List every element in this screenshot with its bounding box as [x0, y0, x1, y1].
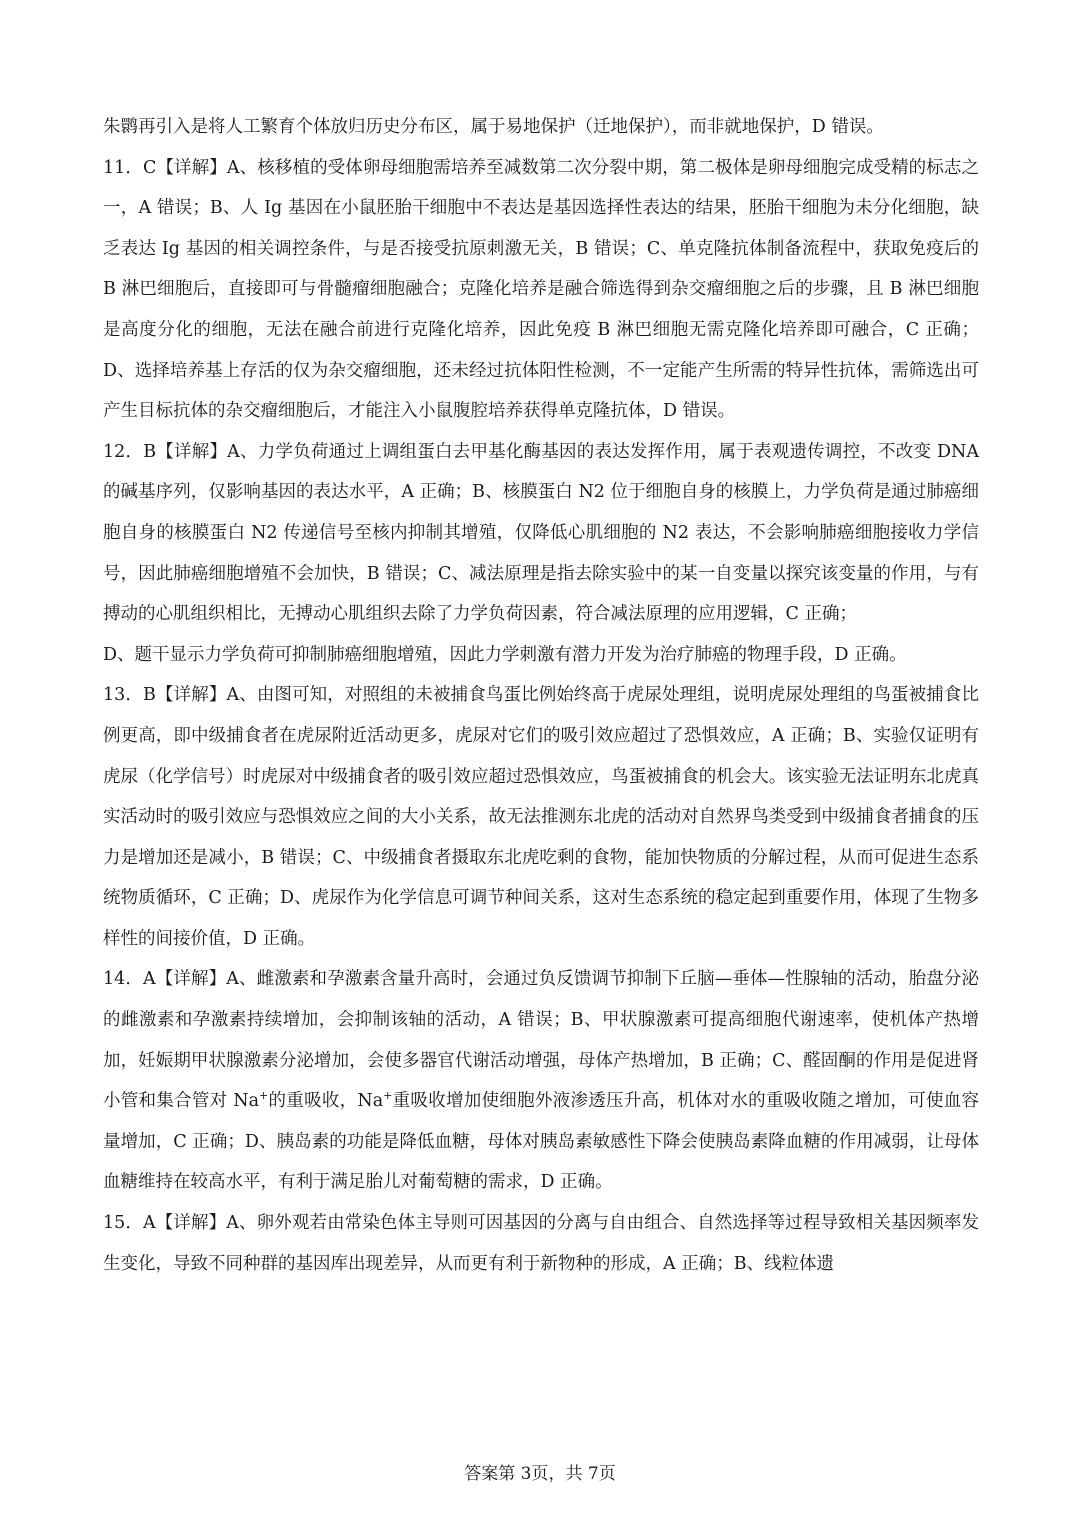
- answer-11: 11．C【详解】A、核移植的受体卵母细胞需培养至减数第二次分裂中期，第二极体是卵母细胞完成受精的标志之一，A 错误；B、人 Ig 基因在小鼠胚胎干细胞中不表达是基因选择性表达的结果，胚胎干细胞为未分化细胞，缺乏表达 Ig 基因的相关调控条件，与是否接受抗原刺激无关，B 错误；C、单克隆抗体制备流程中，获取免疫后的 B 淋巴细胞后，直接即可与骨髓瘤细胞融合；克隆化培养是融合筛选得到杂交瘤细胞之后的步骤，且 B 淋巴细胞是高度分化的细胞，无法在融合前进行克隆化培养，因此免疫 B 淋巴细胞无需克隆化培养即可融合，C 正确；D、选择培养基上存活的仅为杂交瘤细胞，还未经过抗体阳性检测，不一定能产生所需的特异性抗体，需筛选出可产生目标抗体的杂交瘤细胞后，才能注入小鼠腹腔培养获得单克隆抗体，D 错误。: [103, 157, 979, 422]
- answer-14-text-a: 14．A【详解】A、雌激素和孕激素含量升高时，会通过负反馈调节抑制下丘脑—垂体—性腺轴的活动，胎盘分泌的雌激素和孕激素持续增加，会抑制该轴的活动，A 错误；B、甲状腺激素可提高细胞代谢速率，使机体产热增加，妊娠期甲状腺激素分泌增加，会使多器官代谢活动增强，母体产热增加，B 正确；C、醛固酮的作用是促进肾小管和集合管对 Na: [103, 969, 979, 1112]
- answer-15: 15．A【详解】A、卵外观若由常染色体主导则可因基因的分离与自由组合、自然选择等过程导致相关基因频率发生变化，导致不同种群的基因库出现差异，从而更有利于新物种的形成，A 正确；B、线粒体遗: [103, 1213, 979, 1274]
- answer-14-text-b: 的重吸收，Na: [268, 1091, 384, 1112]
- paragraph-continuation: 朱鹮再引入是将人工繁育个体放归历史分布区，属于易地保护（迁地保护），而非就地保护，D 错误。: [103, 117, 884, 137]
- answer-12: 12．B【详解】A、力学负荷通过上调组蛋白去甲基化酶基因的表达发挥作用，属于表观遗传调控，不改变 DNA 的碱基序列，仅影响基因的表达水平，A 正确；B、核膜蛋白 N2 位于细胞自身的核膜上，力学负荷是通过肺癌细胞自身的核膜蛋白 N2 传递信号至核内抑制其增殖，仅降低心肌细胞的 N2 表达，不会影响肺癌细胞接收力学信号，因此肺癌细胞增殖不会加快，B 错误；C、减法原理是指去除实验中的某一自变量以探究该变量的作用，与有搏动的心肌组织相比，无搏动心肌组织去除了力学负荷因素，符合减法原理的应用逻辑，C 正确；: [103, 441, 979, 625]
- answer-13: 13．B【详解】A、由图可知，对照组的未被捕食鸟蛋比例始终高于虎尿处理组，说明虎尿处理组的鸟蛋被捕食比例更高，即中级捕食者在虎尿附近活动更多，虎尿对它们的吸引效应超过了恐惧效应，A 正确；B、实验仅证明有虎尿（化学信号）时虎尿对中级捕食者的吸引效应超过恐惧效应，鸟蛋被捕食的机会大。该实验无法证明东北虎真实活动时的吸引效应与恐惧效应之间的大小关系，故无法推测东北虎的活动对自然界鸟类受到中级捕食者捕食的压力是增加还是减小，B 错误；C、中级捕食者摄取东北虎吃剩的食物，能加快物质的分解过程，从而可促进生态系统物质循环，C 正确；D、虎尿作为化学信息可调节种间关系，这对生态系统的稳定起到重要作用，体现了生物多样性的间接价值，D 正确。: [103, 685, 979, 949]
- answer-14-text-c: 重吸收增加使细胞外液渗透压升高，机体对水的重吸收随之增加，可使血容量增加，C 正确；D、胰岛素的功能是降低血糖，母体对胰岛素敏感性下降会使胰岛素降血糖的作用减弱，让母体血糖维持在较高水平，有利于满足胎儿对葡萄糖的需求，D 正确。: [103, 1091, 980, 1193]
- page-footer: 答案第 3页，共 7页: [464, 1464, 616, 1484]
- sodium-ion-superscript: +: [259, 1089, 269, 1103]
- answer-12-option-d: D、题干显示力学负荷可抑制肺癌细胞增殖，因此力学刺激有潜力开发为治疗肺癌的物理手段，D 正确。: [103, 644, 907, 665]
- sodium-ion-superscript-2: +: [383, 1089, 393, 1103]
- answer-content: [103, 107, 979, 1284]
- answer-14: [103, 959, 979, 1203]
